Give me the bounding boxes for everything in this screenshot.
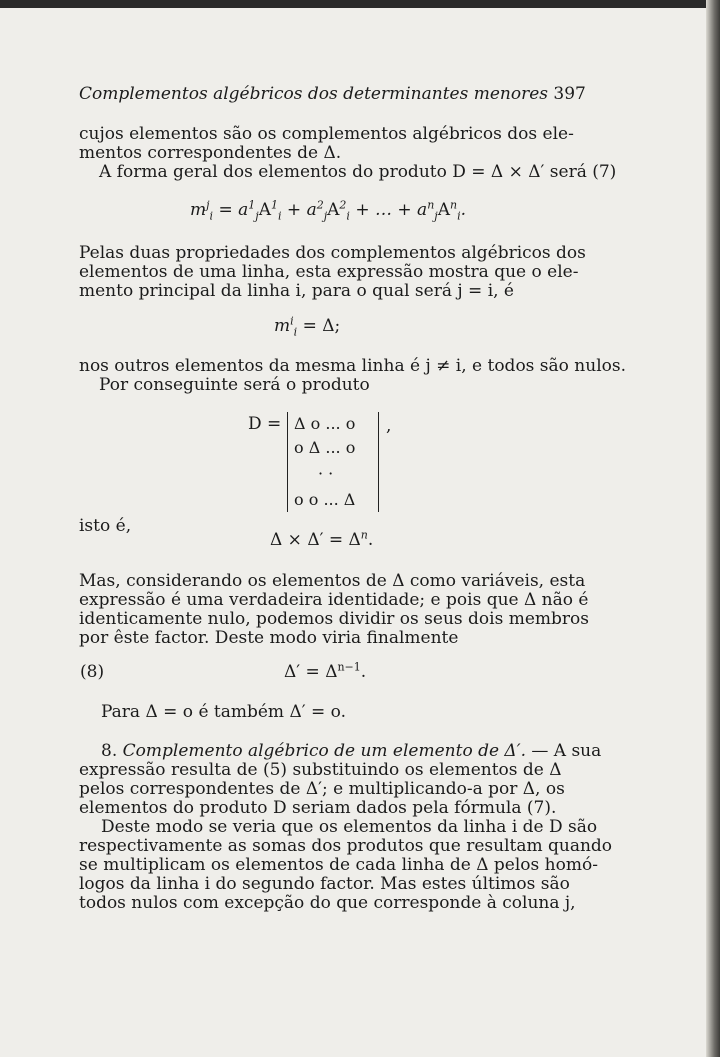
- para6-line4: logos da linha i do segundo factor. Mas estes últimos são: [79, 874, 570, 894]
- para4-line3: identicamente nulo, podemos dividir os seus dois membros: [79, 609, 589, 629]
- para2-line1: Pelas duas propriedades dos complementos algébricos dos: [79, 243, 586, 263]
- para5: Para Δ = o é também Δ′ = o.: [101, 702, 346, 722]
- formula-mij: $m^j_i = a^1_jA^1_i + a^2_jA^2_i$ + … + $a^n_jA^n_i$.: [190, 198, 467, 223]
- running-header: [79, 84, 586, 104]
- formula-product: $\Delta \times \Delta' = \Delta^n$.: [270, 528, 374, 550]
- para3-line2: Por conseguinte será o produto: [99, 375, 370, 395]
- para4-line2: expressão é uma verdadeira identidade; e pois que Δ não é: [79, 590, 589, 610]
- para2-line2: elementos de uma linha, esta expressão mostra que o ele-: [79, 262, 579, 282]
- section8-line3: pelos correspondentes de Δ′; e multiplicando-a por Δ, os: [79, 779, 565, 799]
- isto-e: isto é,: [79, 516, 132, 536]
- para2-line3: mento principal da linha i, para o qual será j = i, é: [79, 281, 514, 301]
- section8-line2: expressão resulta de (5) substituindo os elementos de Δ: [79, 760, 562, 780]
- para6-line2: respectivamente as somas dos produtos que resultam quando: [79, 836, 613, 856]
- para4-line1: Mas, considerando os elementos de Δ como variáveis, esta: [79, 571, 586, 591]
- determinant-label: D =: [248, 414, 282, 434]
- determinant-comma: ,: [386, 416, 392, 436]
- header-title: Complementos algébricos dos determinantes menores: [79, 84, 549, 104]
- book-spine-shadow: [706, 0, 720, 1057]
- det-row-n: o o ... Δ: [294, 490, 356, 509]
- para6-line1: Deste modo se veria que os elementos da linha i de D são: [101, 817, 598, 837]
- equation-number-8: (8): [80, 662, 105, 682]
- section8-line1: [101, 741, 602, 761]
- section8-line4: elementos do produto D seriam dados pela fórmula (7).: [79, 798, 557, 818]
- section8-number: 8.: [101, 741, 118, 761]
- det-row-dots: · ·: [318, 464, 334, 483]
- section8-title: Complemento algébrico de um elemento de Δ′.: [122, 741, 526, 761]
- formula-eq8: $\Delta' = \Delta^{n-1}$.: [284, 660, 367, 682]
- para4-line4: por êste factor. Deste modo viria finalmente: [79, 628, 459, 648]
- para1-line1: cujos elementos são os complementos algébricos dos ele-: [79, 124, 574, 144]
- det-row-2: o Δ ... o: [294, 438, 356, 457]
- para1-line3: A forma geral dos elementos do produto D = Δ × Δ′ será (7): [99, 162, 617, 182]
- para6-line5: todos nulos com excepção do que corresponde à coluna j,: [79, 893, 576, 913]
- para1-line2: mentos correspondentes de Δ.: [79, 143, 342, 163]
- determinant-matrix: [287, 412, 379, 512]
- det-row-1: Δ o ... o: [294, 414, 356, 433]
- section8-line1-rest: — A sua: [531, 741, 602, 761]
- page-top-edge: [0, 0, 720, 8]
- para6-line3: se multiplicam os elementos de cada linha de Δ pelos homó-: [79, 855, 598, 875]
- para3-line1: nos outros elementos da mesma linha é j ≠ i, e todos são nulos.: [79, 356, 626, 376]
- page-number: 397: [553, 84, 586, 104]
- formula-mii: $m^i_i = \Delta$;: [274, 314, 341, 339]
